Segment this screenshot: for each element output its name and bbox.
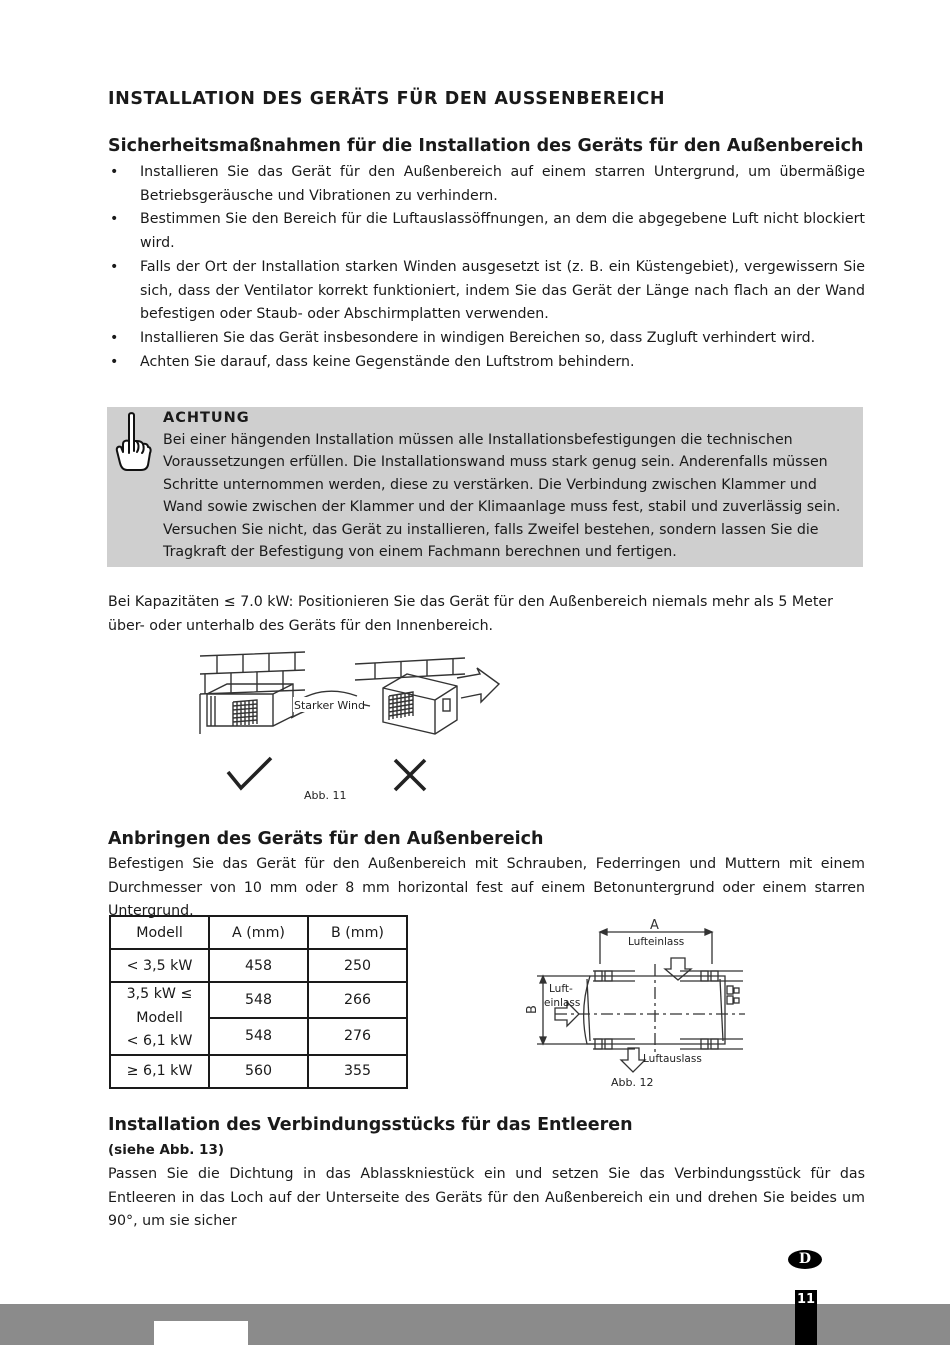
- drain-heading: Installation des Verbindungsstücks für das Entleeren: [108, 1115, 633, 1135]
- dimension-b-label: B: [525, 1005, 540, 1014]
- table-row: [110, 982, 407, 1018]
- table-cell: 276: [308, 1018, 407, 1054]
- table-cell: < 3,5 kW: [110, 949, 209, 982]
- capacity-note: Bei Kapazitäten ≤ 7.0 kW: Positionieren Sie das Gerät für den Außenbereich niemals mehr als 5 Meter über- oder unterhalb des Geräts für den Innenbereich.: [108, 594, 833, 634]
- list-item: • Achten Sie darauf, dass keine Gegenstände den Luftstrom behindern.: [108, 351, 865, 375]
- air-inlet-top-label: Lufteinlass: [628, 936, 685, 948]
- drain-subheading: (siehe Abb. 13): [108, 1142, 225, 1158]
- pointing-hand-icon: [113, 411, 153, 473]
- table-header: B (mm): [308, 916, 407, 949]
- table-row: [110, 949, 407, 982]
- table-header: A (mm): [209, 916, 308, 949]
- page-number: 11: [795, 1290, 817, 1345]
- table-cell: [110, 982, 209, 1055]
- table-row: [110, 1055, 407, 1088]
- fig12-mounting-diagram: [515, 914, 765, 1094]
- warning-title: ACHTUNG: [163, 410, 250, 426]
- mounting-heading: Anbringen des Geräts für den Außenbereich: [108, 829, 544, 849]
- table-cell: 560: [209, 1055, 308, 1088]
- section-title: INSTALLATION DES GERÄTS FÜR DEN AUSSENBEREICH: [108, 89, 666, 109]
- warning-box: [107, 407, 863, 567]
- warning-text: Bei einer hängenden Installation müssen alle Installationsbefestigungen die technischen Voraussetzungen erfüllen. Die Installationswand muss stark genug sein. Anderenfalls müssen Schritte unternommen werden, diese zu verstärken. Die Verbindung zwischen Klammer und Wand sowie zwischen der Klammer und der Klimaanlage muss fest, stabil und zuverlässig sein. Versuchen Sie nicht, das Gerät zu installieren, falls Zweifel bestehen, sondern lassen Sie die Tragkraft der Befestigung von einem Fachmann berechnen und fertigen.: [163, 432, 841, 561]
- list-item: • Falls der Ort der Installation starken Winden ausgesetzt ist (z. B. ein Küstengebiet), vergewissern Sie sich, dass der Ventilator korrekt funktioniert, indem Sie das Gerät der Länge nach flach an der Wand befestigen oder Staub- oder Abschirmplatten verwenden.: [108, 256, 865, 327]
- language-badge: D: [788, 1250, 822, 1269]
- model-range-line: < 6,1 kW: [126, 1033, 193, 1049]
- list-item: • Installieren Sie das Gerät insbesondere in windigen Bereichen so, dass Zugluft verhindert wird.: [108, 327, 865, 351]
- dimension-table: [109, 915, 408, 1089]
- drain-text: Passen Sie die Dichtung in das Ablasskniestück ein und setzen Sie das Verbindungsstück für das Entleeren in das Loch auf der Unterseite des Geräts für den Außenbereich ein und drehen Sie beides um 90°, um sie sicher: [108, 1166, 865, 1230]
- list-item: • Installieren Sie das Gerät für den Außenbereich auf einem starren Untergrund, um übermäßige Betriebsgeräusche und Vibrationen zu verhindern.: [108, 161, 865, 208]
- dimension-a-label: A: [650, 918, 659, 933]
- air-inlet-side-label: Luft-: [549, 983, 573, 995]
- safety-bullet-list: [108, 161, 865, 374]
- air-outlet-label: Luftauslass: [643, 1053, 702, 1065]
- table-header: Modell: [110, 916, 209, 949]
- wind-label: Starker Wind: [294, 699, 365, 712]
- list-item: • Bestimmen Sie den Bereich für die Luftauslassöffnungen, an dem die abgegebene Luft nicht blockiert wird.: [108, 208, 865, 255]
- air-inlet-side-label: einlass: [544, 997, 581, 1009]
- fig11-caption: Abb. 11: [304, 789, 347, 802]
- mounting-text: Befestigen Sie das Gerät für den Außenbereich mit Schrauben, Federringen und Muttern mit einem Durchmesser von 10 mm oder 8 mm horizontal fest auf einem Betonuntergrund oder einem starren Untergrund.: [108, 856, 865, 920]
- safety-heading: Sicherheitsmaßnahmen für die Installation des Geräts für den Außenbereich: [108, 136, 864, 156]
- table-cell: 548: [209, 1018, 308, 1054]
- footer-label-area: [154, 1321, 248, 1345]
- fig11-wind-diagram: [195, 644, 515, 806]
- model-range-line: 3,5 kW ≤: [126, 986, 193, 1002]
- table-row: [110, 916, 407, 949]
- table-cell: 458: [209, 949, 308, 982]
- table-cell: ≥ 6,1 kW: [110, 1055, 209, 1088]
- table-cell: 355: [308, 1055, 407, 1088]
- table-cell: 266: [308, 982, 407, 1018]
- table-cell: 250: [308, 949, 407, 982]
- fig12-caption: Abb. 12: [611, 1076, 654, 1089]
- table-cell: 548: [209, 982, 308, 1018]
- model-range-line: Modell: [136, 1009, 183, 1026]
